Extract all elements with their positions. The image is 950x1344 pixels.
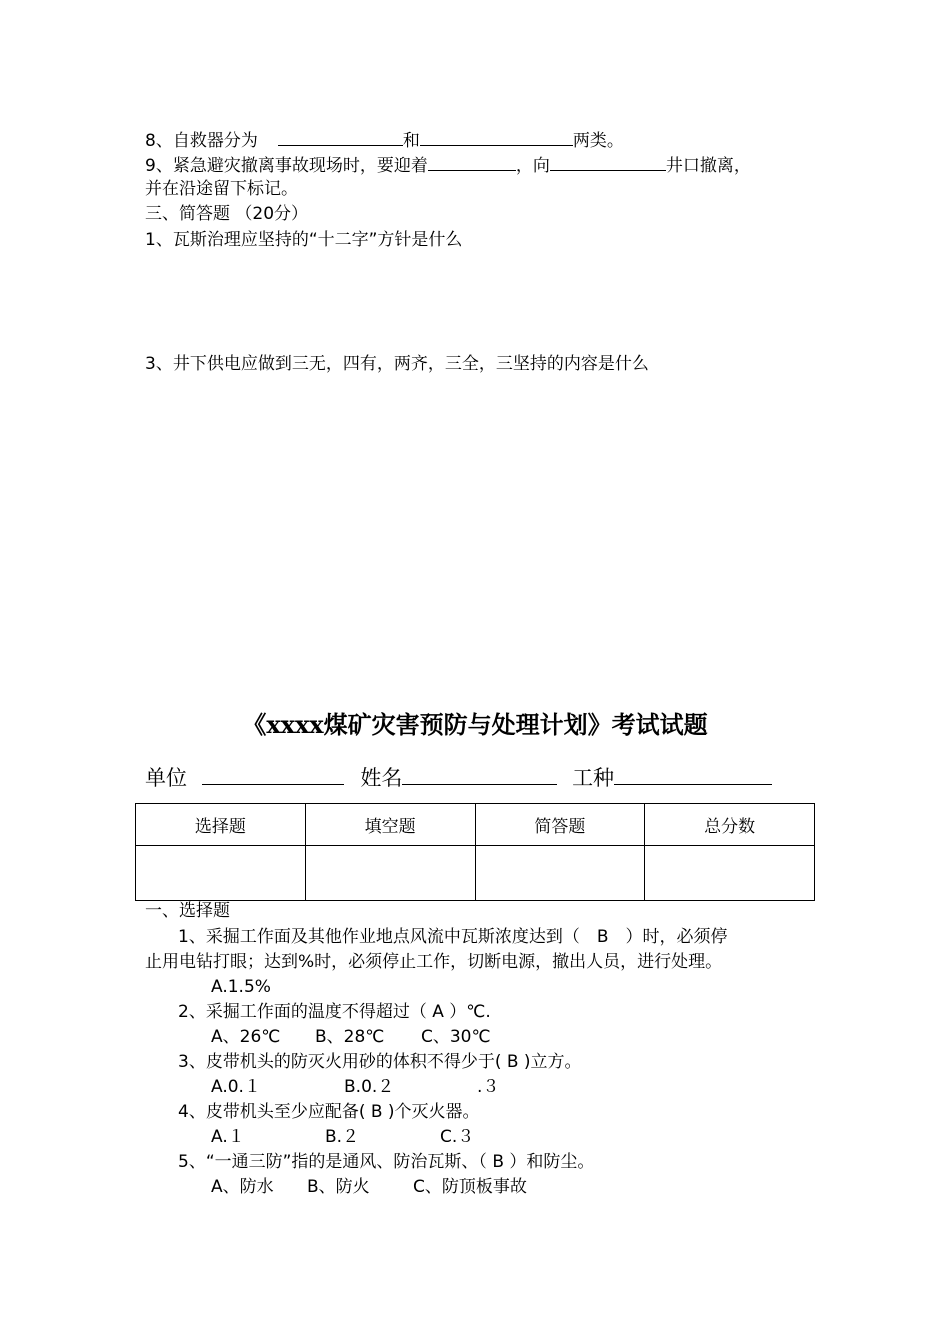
q3-option-c[interactable]: .３ xyxy=(477,1077,500,1097)
q8-blank-2[interactable] xyxy=(420,127,573,146)
section-3-heading: 三、简答题 （20分） xyxy=(145,204,309,224)
section-1-heading: 一、选择题 xyxy=(145,901,230,921)
q8-blank-1[interactable] xyxy=(278,127,403,146)
q4-option-a[interactable]: A.１ xyxy=(211,1127,245,1147)
fill-question-9-continued: 并在沿途留下标记。 xyxy=(145,179,298,199)
unit-label: 单位 xyxy=(145,766,187,790)
choice-q2: 2、采掘工作面的温度不得超过（ A ）℃. xyxy=(178,1002,491,1022)
q4-option-b[interactable]: B.２ xyxy=(325,1127,360,1147)
short-answer-q1: 1、瓦斯治理应坚持的“十二字”方针是什么 xyxy=(145,230,463,250)
score-cell-short-answer[interactable] xyxy=(475,846,645,901)
q2-option-c[interactable]: C、30℃ xyxy=(421,1027,491,1047)
q2-option-a[interactable]: A、26℃ xyxy=(211,1027,281,1047)
q2-option-b[interactable]: B、28℃ xyxy=(315,1027,385,1047)
header-total: 总分数 xyxy=(645,804,815,846)
unit-field[interactable] xyxy=(202,762,344,785)
score-cell-fill[interactable] xyxy=(305,846,475,901)
q8-prefix: 8、自救器分为 xyxy=(145,131,258,151)
score-table-header xyxy=(136,804,815,846)
q3-option-b[interactable]: B.0.２ xyxy=(344,1077,395,1097)
q4-option-c[interactable]: C.３ xyxy=(440,1127,475,1147)
score-cell-choice[interactable] xyxy=(136,846,306,901)
header-short-answer: 简答题 xyxy=(475,804,645,846)
choice-q1-line2: 止用电钻打眼；达到%时，必须停止工作，切断电源，撤出人员，进行处理。 xyxy=(145,952,723,972)
job-field[interactable] xyxy=(614,762,772,785)
choice-q3-options xyxy=(211,1075,499,1099)
score-table xyxy=(135,803,815,901)
choice-q5: 5、“一通三防”指的是通风、防治瓦斯、（ B ）和防尘。 xyxy=(178,1152,595,1172)
short-answer-q3: 3、井下供电应做到三无，四有，两齐，三全，三坚持的内容是什么 xyxy=(145,354,649,374)
choice-q4-options xyxy=(211,1125,474,1149)
q8-mid: 和 xyxy=(402,131,420,151)
exam-title: 《xxxx煤矿灾害预防与处理计划》考试试题 xyxy=(242,710,708,739)
choice-q1-options: A.1.5% xyxy=(211,977,271,997)
candidate-info-row xyxy=(145,762,772,792)
header-fill: 填空题 xyxy=(305,804,475,846)
q9-suffix: 井口撤离， xyxy=(665,156,751,176)
choice-q3: 3、皮带机头的防灭火用砂的体积不得少于( B )立方。 xyxy=(178,1052,582,1072)
q9-prefix: 9、紧急避灾撤离事故现场时，要迎着 xyxy=(145,156,428,176)
score-table-row xyxy=(136,846,815,901)
header-choice: 选择题 xyxy=(136,804,306,846)
q8-suffix: 两类。 xyxy=(572,131,624,151)
q5-option-b[interactable]: B、防火 xyxy=(307,1177,370,1197)
q5-option-a[interactable]: A、防水 xyxy=(211,1177,274,1197)
choice-q4: 4、皮带机头至少应配备( B )个灭火器。 xyxy=(178,1102,480,1122)
q5-option-c[interactable]: C、防顶板事故 xyxy=(413,1177,527,1197)
job-label: 工种 xyxy=(572,766,615,790)
name-label: 姓名 xyxy=(360,766,403,790)
choice-q2-options xyxy=(211,1025,491,1049)
name-field[interactable] xyxy=(402,762,557,785)
q9-blank-2[interactable] xyxy=(550,152,666,171)
choice-q1-line1: 1、采掘工作面及其他作业地点风流中瓦斯浓度达到（ B ）时，必须停 xyxy=(178,927,728,947)
q9-mid: ，向 xyxy=(515,156,550,176)
choice-q5-options xyxy=(211,1175,527,1199)
q9-blank-1[interactable] xyxy=(428,152,516,171)
fill-question-8 xyxy=(145,127,624,153)
q3-option-a[interactable]: A.0.１ xyxy=(211,1077,261,1097)
score-cell-total[interactable] xyxy=(645,846,815,901)
fill-question-9 xyxy=(145,152,751,178)
